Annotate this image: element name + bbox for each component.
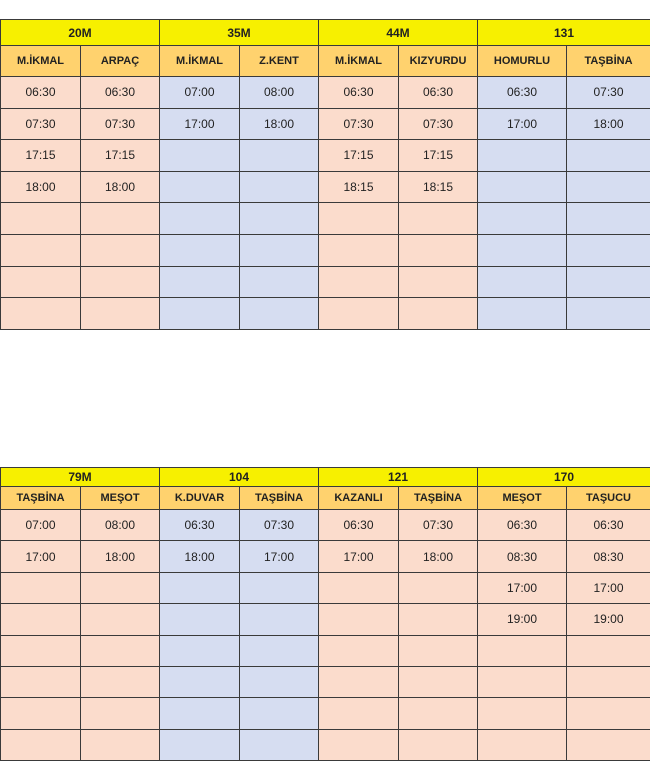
time-cell (81, 635, 160, 666)
time-cell (478, 698, 567, 729)
time-cell: 07:30 (1, 108, 81, 140)
time-cell: 06:30 (319, 77, 399, 109)
stop-header: TAŞBİNA (399, 487, 478, 510)
time-cell: 17:00 (478, 572, 567, 603)
time-cell: 17:15 (319, 140, 399, 172)
stop-header: Z.KENT (240, 46, 319, 77)
time-cell: 17:15 (81, 140, 160, 172)
stop-header: TAŞBİNA (1, 487, 81, 510)
time-cell: 17:00 (567, 572, 650, 603)
time-cell (81, 666, 160, 697)
time-cell: 18:00 (81, 541, 160, 572)
stop-header: ARPAÇ (81, 46, 160, 77)
time-cell: 08:00 (240, 77, 319, 109)
time-cell (319, 729, 399, 760)
time-cell (81, 572, 160, 603)
time-cell (240, 234, 319, 266)
stop-header: M.İKMAL (160, 46, 240, 77)
table-row (1, 171, 650, 203)
time-cell (240, 572, 319, 603)
time-cell: 18:15 (399, 171, 478, 203)
time-cell (1, 729, 81, 760)
stop-header: TAŞUCU (567, 487, 650, 510)
time-cell (399, 234, 478, 266)
time-cell: 06:30 (399, 77, 478, 109)
time-cell (399, 298, 478, 330)
time-cell (160, 729, 240, 760)
time-cell: 06:30 (478, 77, 567, 109)
stop-header: MEŞOT (478, 487, 567, 510)
time-cell (240, 729, 319, 760)
time-cell (567, 698, 650, 729)
time-cell (478, 729, 567, 760)
table-row (1, 234, 650, 266)
table-row (1, 203, 650, 235)
table-row (1, 698, 650, 729)
time-cell: 19:00 (478, 604, 567, 635)
time-cell (478, 298, 567, 330)
time-cell: 07:30 (81, 108, 160, 140)
time-cell (1, 572, 81, 603)
time-cell (240, 604, 319, 635)
time-cell (1, 666, 81, 697)
schedule-table-top (0, 19, 650, 330)
time-cell: 18:00 (81, 171, 160, 203)
time-cell: 17:00 (319, 541, 399, 572)
time-cell: 06:30 (478, 510, 567, 541)
table-row (1, 298, 650, 330)
stop-header: K.DUVAR (160, 487, 240, 510)
time-cell (1, 266, 81, 298)
time-cell (399, 572, 478, 603)
table-row (1, 604, 650, 635)
route-header-row (1, 20, 650, 46)
time-cell: 07:30 (399, 108, 478, 140)
time-cell: 06:30 (81, 77, 160, 109)
time-cell: 07:30 (399, 510, 478, 541)
time-cell: 18:00 (240, 108, 319, 140)
route-header: 170 (478, 468, 650, 487)
time-cell: 07:30 (319, 108, 399, 140)
time-cell: 07:30 (240, 510, 319, 541)
time-cell (240, 266, 319, 298)
time-cell: 08:30 (567, 541, 650, 572)
route-header: 20M (1, 20, 160, 46)
table-row (1, 140, 650, 172)
time-cell (240, 298, 319, 330)
time-cell (160, 698, 240, 729)
stop-header-row (1, 46, 650, 77)
time-cell (81, 604, 160, 635)
time-cell (160, 604, 240, 635)
time-cell (567, 666, 650, 697)
time-cell (319, 604, 399, 635)
table-row (1, 541, 650, 572)
time-cell (399, 604, 478, 635)
stop-header: TAŞBİNA (240, 487, 319, 510)
time-cell (160, 234, 240, 266)
time-cell (478, 266, 567, 298)
time-cell (399, 666, 478, 697)
time-cell (1, 604, 81, 635)
time-cell (567, 140, 650, 172)
time-cell: 18:00 (567, 108, 650, 140)
time-cell (81, 266, 160, 298)
time-cell (81, 203, 160, 235)
time-cell (567, 266, 650, 298)
time-cell (319, 572, 399, 603)
stop-header: HOMURLU (478, 46, 567, 77)
time-cell (1, 635, 81, 666)
time-cell (319, 266, 399, 298)
stop-header: M.İKMAL (1, 46, 81, 77)
table-row (1, 77, 650, 109)
time-cell (160, 666, 240, 697)
time-cell (240, 698, 319, 729)
table-row (1, 635, 650, 666)
time-cell (319, 298, 399, 330)
time-cell: 06:30 (319, 510, 399, 541)
table-row (1, 729, 650, 760)
time-cell (319, 666, 399, 697)
time-cell (160, 203, 240, 235)
time-cell (240, 171, 319, 203)
time-cell (160, 266, 240, 298)
time-cell (478, 666, 567, 697)
time-cell (240, 635, 319, 666)
stop-header-row (1, 487, 650, 510)
table-row (1, 266, 650, 298)
time-cell (1, 298, 81, 330)
time-cell: 17:00 (478, 108, 567, 140)
route-header-row (1, 468, 650, 487)
time-cell: 18:00 (1, 171, 81, 203)
time-cell: 17:00 (1, 541, 81, 572)
time-cell (478, 635, 567, 666)
route-header: 44M (319, 20, 478, 46)
time-cell (478, 140, 567, 172)
time-cell (81, 298, 160, 330)
route-header: 79M (1, 468, 160, 487)
table-row (1, 510, 650, 541)
time-cell: 06:30 (160, 510, 240, 541)
time-cell (1, 234, 81, 266)
time-cell: 08:00 (81, 510, 160, 541)
stop-header: KIZYURDU (399, 46, 478, 77)
time-cell (399, 635, 478, 666)
time-cell (160, 140, 240, 172)
time-cell (567, 234, 650, 266)
time-cell (399, 266, 478, 298)
time-cell (1, 203, 81, 235)
time-cell: 17:00 (240, 541, 319, 572)
time-cell: 07:00 (160, 77, 240, 109)
stop-header: MEŞOT (81, 487, 160, 510)
time-cell (81, 698, 160, 729)
time-cell: 17:00 (160, 108, 240, 140)
stop-header: M.İKMAL (319, 46, 399, 77)
time-cell: 18:15 (319, 171, 399, 203)
time-cell: 08:30 (478, 541, 567, 572)
time-cell (399, 698, 478, 729)
time-cell (567, 171, 650, 203)
time-cell (567, 729, 650, 760)
stop-header: KAZANLI (319, 487, 399, 510)
time-cell: 06:30 (567, 510, 650, 541)
time-cell: 18:00 (399, 541, 478, 572)
time-cell (567, 203, 650, 235)
time-cell: 18:00 (160, 541, 240, 572)
time-cell (1, 698, 81, 729)
time-cell: 07:30 (567, 77, 650, 109)
time-cell (319, 203, 399, 235)
time-cell (160, 171, 240, 203)
time-cell (399, 203, 478, 235)
time-cell (319, 635, 399, 666)
schedule-table-bottom (0, 467, 650, 761)
time-cell (399, 729, 478, 760)
time-cell (478, 203, 567, 235)
time-cell: 19:00 (567, 604, 650, 635)
time-cell: 17:15 (1, 140, 81, 172)
time-cell (240, 140, 319, 172)
stop-header: TAŞBİNA (567, 46, 650, 77)
time-cell (240, 203, 319, 235)
table-row (1, 108, 650, 140)
time-cell (478, 171, 567, 203)
time-cell (478, 234, 567, 266)
time-cell (319, 234, 399, 266)
time-cell: 07:00 (1, 510, 81, 541)
time-cell (160, 572, 240, 603)
time-cell (567, 635, 650, 666)
route-header: 131 (478, 20, 650, 46)
time-cell (81, 729, 160, 760)
time-cell (319, 698, 399, 729)
table-row (1, 666, 650, 697)
time-cell (160, 298, 240, 330)
time-cell (567, 298, 650, 330)
time-cell (160, 635, 240, 666)
time-cell: 06:30 (1, 77, 81, 109)
time-cell (240, 666, 319, 697)
table-row (1, 572, 650, 603)
route-header: 104 (160, 468, 319, 487)
route-header: 35M (160, 20, 319, 46)
time-cell (81, 234, 160, 266)
time-cell: 17:15 (399, 140, 478, 172)
route-header: 121 (319, 468, 478, 487)
